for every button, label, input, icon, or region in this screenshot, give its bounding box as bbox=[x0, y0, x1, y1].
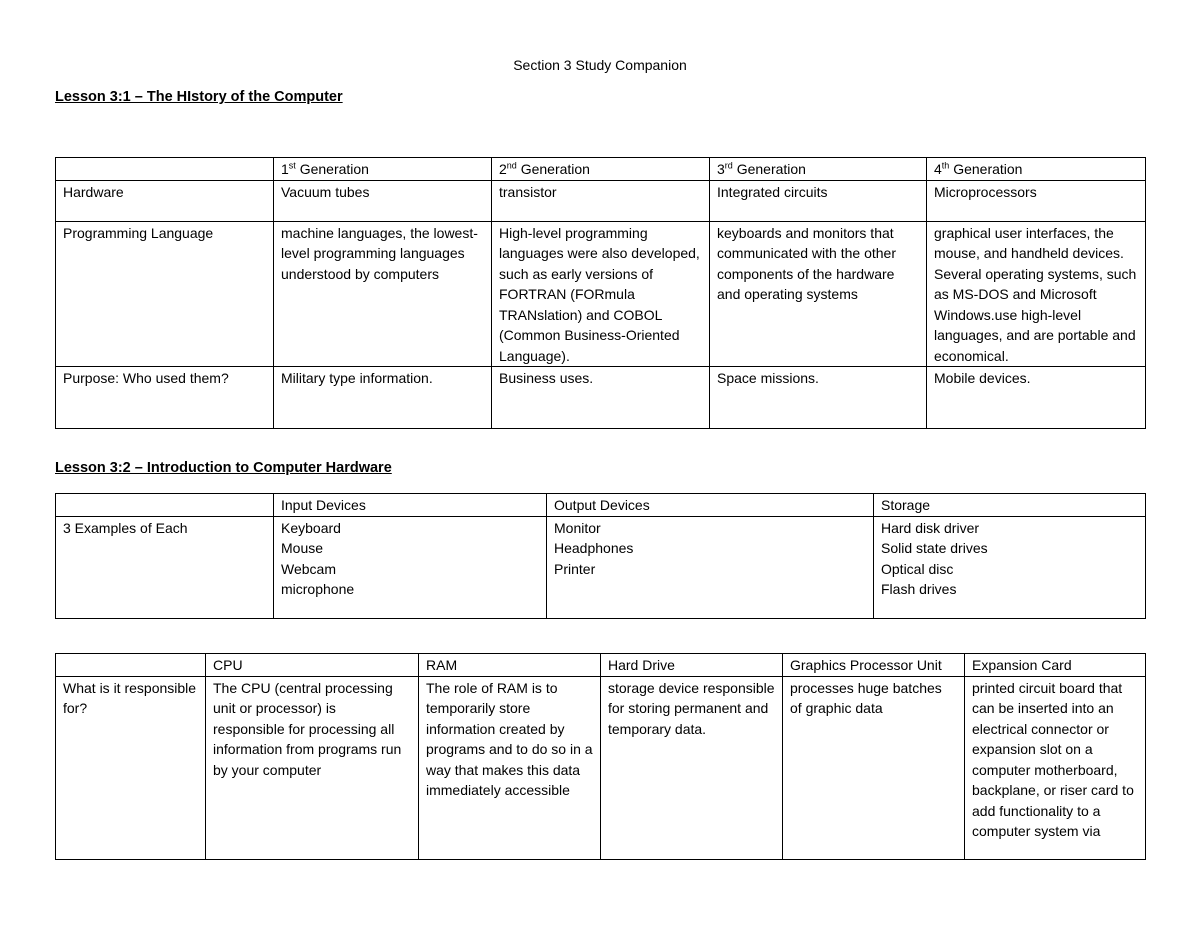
header-cell-hard-drive: Hard Drive bbox=[601, 654, 783, 677]
table-cell: keyboards and monitors that communicated with the other components of the hardware and operating systems bbox=[710, 221, 927, 367]
components-table bbox=[55, 653, 1146, 860]
table-cell: Integrated circuits bbox=[710, 180, 927, 221]
header-cell-gen-2: 2nd Generation bbox=[492, 158, 710, 181]
list-item: Flash drives bbox=[881, 581, 957, 597]
page-title: Section 3 Study Companion bbox=[513, 57, 687, 73]
table-cell: printed circuit board that can be inserted into an electrical connector or expansion slot on a computer motherboard, backplane, or riser card to add functionality to a computer system via bbox=[965, 676, 1146, 859]
list-item: Webcam bbox=[281, 560, 336, 577]
table-cell: machine languages, the lowest-level programming languages understood by computers bbox=[274, 221, 492, 367]
list-item: Headphones bbox=[554, 540, 634, 556]
header-cell-empty bbox=[56, 654, 206, 677]
devices-header-row bbox=[56, 494, 1146, 517]
programming-language-row bbox=[56, 221, 1146, 367]
list-item: microphone bbox=[281, 581, 355, 597]
list-item: Monitor bbox=[554, 519, 601, 536]
header-cell-gen-3: 3rd Generation bbox=[710, 158, 927, 181]
row-label: 3 Examples of Each bbox=[56, 516, 274, 618]
row-label: Programming Language bbox=[56, 221, 274, 367]
row-label: What is it responsible for? bbox=[56, 676, 206, 859]
lesson-2-heading: Lesson 3:2 – Introduction to Computer Hardware bbox=[55, 460, 392, 476]
row-label: Purpose: Who used them? bbox=[56, 367, 274, 429]
header-cell-expansion-card: Expansion Card bbox=[965, 654, 1146, 677]
table-cell: Mobile devices. bbox=[927, 367, 1146, 429]
list-item: Printer bbox=[554, 560, 596, 577]
table-cell: graphical user interfaces, the mouse, and handheld devices. Several operating systems, such as MS-DOS and Microsoft Windows.use high-level languages, and are portable and economical. bbox=[927, 221, 1146, 367]
output-devices-cell bbox=[547, 516, 874, 618]
header-cell-output: Output Devices bbox=[547, 494, 874, 517]
table-cell: The role of RAM is to temporarily store information created by programs and to do so in a way that makes this data immediately accessible bbox=[419, 676, 601, 859]
header-cell-gen-1: 1st Generation bbox=[274, 158, 492, 181]
header-cell-storage: Storage bbox=[874, 494, 1146, 517]
header-cell-empty bbox=[56, 494, 274, 517]
table-cell: Vacuum tubes bbox=[274, 180, 492, 221]
storage-cell bbox=[874, 516, 1146, 618]
devices-table bbox=[55, 493, 1146, 619]
header-cell-cpu: CPU bbox=[206, 654, 419, 677]
components-header-row bbox=[56, 654, 1146, 677]
generations-table bbox=[55, 157, 1146, 429]
header-cell-input: Input Devices bbox=[274, 494, 547, 517]
list-item: Keyboard bbox=[281, 519, 341, 536]
lesson-1-heading: Lesson 3:1 – The HIstory of the Computer bbox=[55, 89, 343, 105]
list-item: Mouse bbox=[281, 540, 324, 556]
table-cell: The CPU (central processing unit or processor) is responsible for processing all information from programs run by your computer bbox=[206, 676, 419, 859]
input-devices-cell bbox=[274, 516, 547, 618]
header-cell-ram: RAM bbox=[419, 654, 601, 677]
header-cell-gen-4: 4th Generation bbox=[927, 158, 1146, 181]
row-label: Hardware bbox=[56, 180, 274, 221]
header-cell-empty bbox=[56, 158, 274, 181]
responsibility-row bbox=[56, 676, 1146, 859]
table-cell: storage device responsible for storing permanent and temporary data. bbox=[601, 676, 783, 859]
table-cell: Microprocessors bbox=[927, 180, 1146, 221]
examples-row bbox=[56, 516, 1146, 618]
table-cell: transistor bbox=[492, 180, 710, 221]
table-cell: Business uses. bbox=[492, 367, 710, 429]
purpose-row bbox=[56, 367, 1146, 429]
table-cell: Military type information. bbox=[274, 367, 492, 429]
table-cell: High-level programming languages were also developed, such as early versions of FORTRAN (FORmula TRANslation) and COBOL (Common Business-Oriented Language). bbox=[492, 221, 710, 367]
generations-header-row bbox=[56, 158, 1146, 181]
header-cell-gpu: Graphics Processor Unit bbox=[783, 654, 965, 677]
list-item: Optical disc bbox=[881, 560, 954, 577]
list-item: Solid state drives bbox=[881, 540, 988, 556]
table-cell: Space missions. bbox=[710, 367, 927, 429]
hardware-row bbox=[56, 180, 1146, 221]
table-cell: processes huge batches of graphic data bbox=[783, 676, 965, 859]
list-item: Hard disk driver bbox=[881, 519, 980, 536]
